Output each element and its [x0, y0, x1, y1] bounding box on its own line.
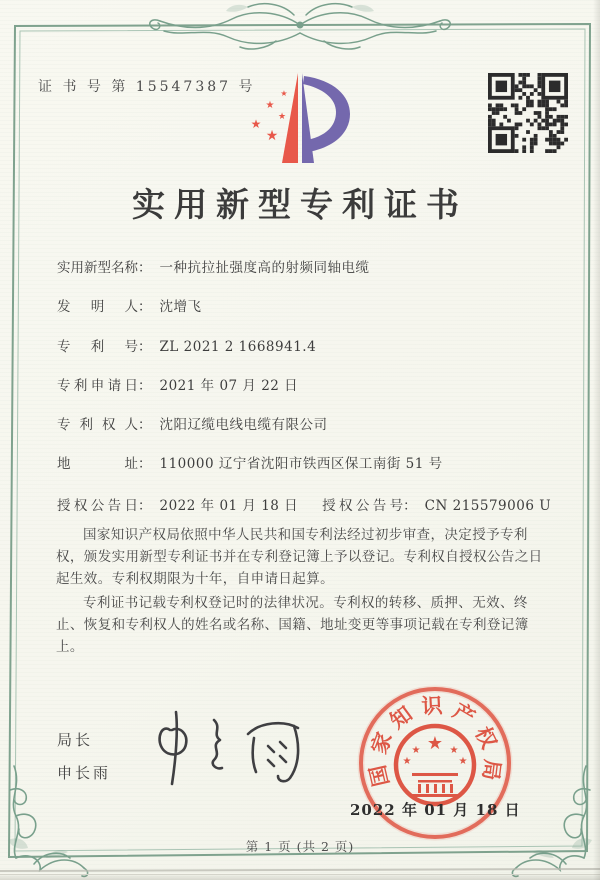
svg-text:★: ★	[250, 117, 262, 131]
field-value: 沈增飞	[159, 299, 202, 316]
field-value: 一种抗拉扯强度高的射频同轴电缆	[159, 260, 370, 276]
seal-char: 家	[365, 728, 397, 758]
body-paragraphs	[56, 524, 548, 660]
field-colon: ：	[138, 338, 152, 355]
bottom-shadow	[0, 874, 600, 880]
seal-char: 识	[420, 692, 444, 719]
svg-text:★: ★	[411, 745, 421, 756]
svg-text:★: ★	[426, 733, 444, 754]
signer-title: 局长	[57, 731, 94, 749]
ornament-bottom-right	[512, 766, 592, 876]
field-value: 沈阳辽缆电线电缆有限公司	[159, 417, 328, 434]
field-row	[57, 259, 557, 298]
seal-char: 产	[448, 697, 480, 730]
svg-text:★: ★	[265, 100, 275, 111]
field-label: 专利号	[57, 338, 138, 355]
svg-text:★: ★	[449, 745, 459, 756]
field-label: 专利权人	[57, 417, 138, 434]
certificate-title: 实用新型专利证书	[132, 185, 468, 224]
field-row	[57, 338, 557, 377]
field-row	[57, 455, 557, 494]
body-paragraph: 国家知识产权局依照中华人民共和国专利法经过初步审查，决定授予专利权，颁发实用新型专利证书并在专利登记簿上予以登记。专利权自授权公告之日起生效。专利权期限为十年，自申请日起算。	[56, 527, 543, 587]
signer-block	[57, 724, 111, 790]
seal-char: 国	[364, 762, 394, 789]
seal-char: 权	[470, 722, 503, 753]
grant-date-value: 2022 年 01 月 18 日	[159, 498, 299, 514]
field-value: 110000 辽宁省沈阳市铁西区保工南街 51 号	[159, 456, 443, 473]
field-label: 专利申请日	[57, 377, 138, 394]
field-label: 实用新型名称	[57, 260, 138, 276]
grant-date-label: 授权公告日	[57, 498, 138, 514]
field-value: 2021 年 07 月 22 日	[159, 377, 299, 394]
field-colon: ：	[138, 299, 152, 316]
seal-char: 知	[385, 700, 417, 733]
grant-row: 授权公告日： 2022 年 01 月 18 日 授权公告号： CN 215579006 U	[57, 494, 577, 514]
field-label: 发明人	[57, 299, 138, 316]
grant-number-value: CN 215579006 U	[424, 498, 552, 514]
field-value: ZL 2021 2 1668941.4	[159, 338, 317, 355]
field-row	[57, 416, 557, 455]
qr-code	[487, 73, 569, 153]
svg-text:★: ★	[277, 112, 287, 122]
field-colon: ：	[138, 417, 152, 434]
svg-text:★: ★	[458, 756, 468, 767]
svg-text:★: ★	[265, 128, 279, 144]
fields-list	[57, 259, 557, 495]
seal-arc-text	[351, 679, 519, 847]
field-colon: ：	[138, 456, 152, 473]
right-shadow	[593, 0, 600, 880]
field-row	[57, 298, 557, 337]
svg-text:★: ★	[402, 756, 412, 767]
page-number: 第 1 页 (共 2 页)	[245, 839, 355, 854]
body-paragraph: 专利证书记载专利权登记时的法律状况。专利权的转移、质押、无效、终止、恢复和专利权人的姓名或名称、国籍、地址变更等事项记载在专利登记簿上。	[56, 595, 529, 655]
seal-date: 2022 年 01 月 18 日	[350, 801, 521, 819]
field-label: 地址	[57, 456, 138, 473]
svg-text:★: ★	[280, 89, 288, 98]
seal-char: 局	[478, 758, 506, 782]
certificate-number: 证 书 号 第 15547387 号	[38, 79, 256, 95]
field-colon: ：	[138, 260, 152, 276]
field-colon: ：	[138, 377, 152, 394]
signer-name: 申长雨	[57, 764, 112, 782]
grant-number-label: 授权公告号	[322, 498, 404, 514]
cnipa-logo-icon	[238, 66, 362, 166]
field-row	[57, 377, 557, 416]
director-signature	[148, 700, 323, 792]
